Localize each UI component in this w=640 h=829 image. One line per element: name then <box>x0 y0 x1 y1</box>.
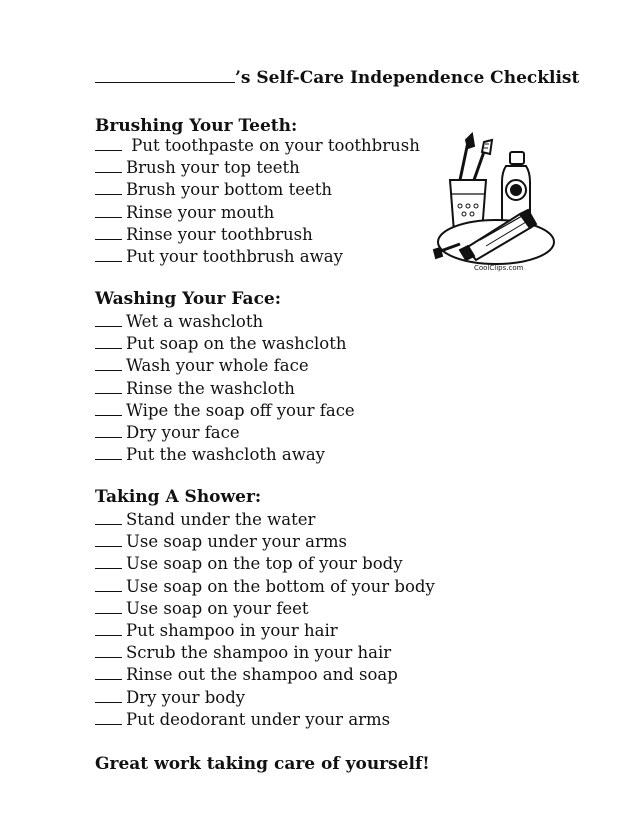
list-item <box>95 620 435 642</box>
teeth-checklist <box>95 135 420 268</box>
list-item <box>95 553 435 575</box>
name-blank[interactable] <box>95 68 235 83</box>
section-heading-face: Washing Your Face: <box>95 289 282 309</box>
check-blank[interactable] <box>95 554 122 569</box>
check-blank[interactable] <box>95 532 122 547</box>
item-label: Wipe the soap off your face <box>126 400 355 420</box>
item-label: Put the washcloth away <box>126 445 325 465</box>
check-blank[interactable] <box>95 401 122 416</box>
check-blank[interactable] <box>95 621 122 636</box>
check-blank[interactable] <box>95 665 122 680</box>
item-label: Put soap on the washcloth <box>126 334 347 354</box>
list-item <box>95 664 435 686</box>
closing-message: Great work taking care of yourself! <box>95 754 430 774</box>
list-item <box>95 135 420 157</box>
check-blank[interactable] <box>95 203 122 218</box>
toothbrush-toothpaste-clipart-icon <box>430 132 562 280</box>
list-item <box>95 157 420 179</box>
list-item <box>95 531 435 553</box>
item-label: Put shampoo in your hair <box>126 620 338 640</box>
check-blank[interactable] <box>95 577 122 592</box>
list-item <box>95 333 355 355</box>
check-blank[interactable] <box>95 312 122 327</box>
item-label: Wash your whole face <box>126 356 309 376</box>
list-item <box>95 598 435 620</box>
check-blank[interactable] <box>95 445 122 460</box>
check-blank[interactable] <box>95 379 122 394</box>
list-item <box>95 355 355 377</box>
check-blank[interactable] <box>95 510 122 525</box>
item-label: Scrub the shampoo in your hair <box>126 643 392 663</box>
check-blank[interactable] <box>95 225 122 240</box>
item-label: Dry your face <box>126 422 240 442</box>
face-checklist <box>95 311 355 466</box>
check-blank[interactable] <box>95 710 122 725</box>
check-blank[interactable] <box>95 247 122 262</box>
item-label: Use soap on your feet <box>126 598 309 618</box>
item-label: Rinse the washcloth <box>126 378 295 398</box>
check-blank[interactable] <box>95 356 122 371</box>
list-item <box>95 642 435 664</box>
list-item <box>95 378 355 400</box>
check-blank[interactable] <box>95 643 122 658</box>
item-label: Put your toothbrush away <box>126 246 343 266</box>
list-item <box>95 224 420 246</box>
shower-checklist <box>95 509 435 731</box>
check-blank[interactable] <box>95 136 122 151</box>
check-blank[interactable] <box>95 423 122 438</box>
clipart-credit: CoolClips.com <box>474 264 524 272</box>
item-label: Brush your bottom teeth <box>126 180 332 200</box>
section-heading-teeth: Brushing Your Teeth: <box>95 116 298 136</box>
item-label: Rinse your mouth <box>126 202 275 222</box>
list-item <box>95 576 435 598</box>
item-label: Rinse your toothbrush <box>126 224 313 244</box>
list-item <box>95 400 355 422</box>
item-label: Dry your body <box>126 687 246 707</box>
item-label: Use soap under your arms <box>126 532 347 552</box>
list-item <box>95 311 355 333</box>
check-blank[interactable] <box>95 158 122 173</box>
list-item <box>95 709 435 731</box>
title-text: ’s Self-Care Independence Checklist <box>235 68 580 88</box>
item-label: Brush your top teeth <box>126 158 300 178</box>
list-item <box>95 202 420 224</box>
list-item <box>95 246 420 268</box>
item-label: Use soap on the bottom of your body <box>126 576 435 596</box>
item-label: Put toothpaste on your toothbrush <box>126 136 420 155</box>
page-title <box>95 68 579 88</box>
item-label: Put deodorant under your arms <box>126 709 391 729</box>
list-item <box>95 509 435 531</box>
item-label: Rinse out the shampoo and soap <box>126 665 398 685</box>
check-blank[interactable] <box>95 334 122 349</box>
item-label: Wet a washcloth <box>126 312 264 331</box>
check-blank[interactable] <box>95 180 122 195</box>
item-label: Use soap on the top of your body <box>126 554 403 574</box>
check-blank[interactable] <box>95 688 122 703</box>
list-item <box>95 179 420 201</box>
item-label: Stand under the water <box>126 510 316 529</box>
list-item <box>95 687 435 709</box>
list-item <box>95 422 355 444</box>
section-heading-shower: Taking A Shower: <box>95 487 262 507</box>
check-blank[interactable] <box>95 599 122 614</box>
list-item <box>95 444 355 466</box>
